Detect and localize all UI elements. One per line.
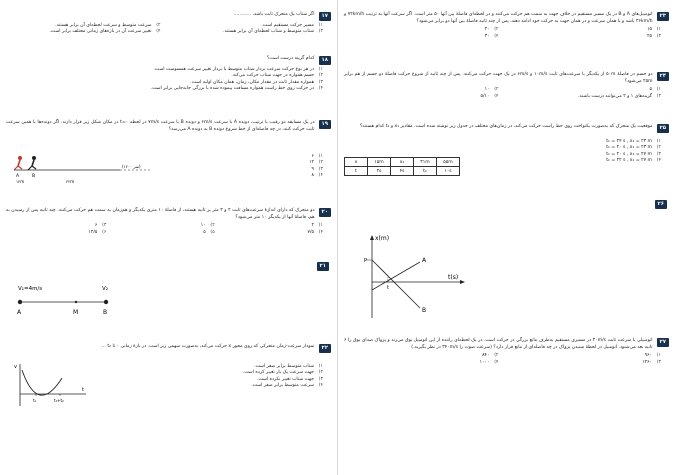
question-stem: دو جسم در فاصلهٔ ۵۰m از یکدیگر با سرعت‌های ثابت ۱۰m/s و ۶m/s در یک جهت حرکت می‌کنند. پس از چند ثانیه از شروع حرکت فاصلهٔ دو جسم از هم برابر ۲۵m می‌شود؟ bbox=[344, 72, 653, 84]
position-time-table bbox=[344, 157, 460, 176]
option[interactable]: ۱) ۲ bbox=[311, 223, 323, 229]
point-label: P bbox=[364, 258, 368, 264]
options bbox=[6, 67, 331, 93]
question-stem: اتومبیل‌های A و B در یک مسیر مستقیم در خلاف جهت به سمت هم حرکت می‌کنند و در لحظه‌ای فاصلهٔ بین آنها ۵۰ متر است. اگر سرعت آنها به ترتیب ۷۲km/h و ۳۶km/h باشد و با همان سرعت و در همان جهت به حرکت خود ادامه دهند، پس از چند ثانیه فاصلهٔ بین آنها دو برابر می‌شود؟ bbox=[344, 12, 653, 24]
finish-label: (۱۲۰۰ متر) bbox=[122, 164, 141, 169]
point-a bbox=[18, 300, 22, 304]
options bbox=[344, 353, 669, 366]
option[interactable]: ۳) گزینه‌های ۱ و ۲ می‌توانند درست باشند. bbox=[578, 93, 661, 99]
question-25 bbox=[344, 124, 669, 176]
question-stem: نمودار سرعت-زمان متحرکی که روی محور x حرکت می‌کند، به‌صورت سهمی زیر است. در بازهٔ زمانی ۰ تا t₂ ... bbox=[101, 344, 315, 349]
question-number: ۱۷ bbox=[319, 12, 331, 21]
point-m bbox=[75, 301, 77, 303]
options bbox=[344, 27, 669, 40]
line-b-label: B bbox=[422, 307, 427, 314]
question-20 bbox=[6, 208, 331, 236]
option[interactable]: ۳) همواره مقدار ثابت در مقدار مکان، زمان، همان مکان اولیه است. bbox=[190, 79, 323, 85]
options bbox=[519, 139, 669, 165]
question-22 bbox=[6, 344, 331, 353]
question-19-options bbox=[190, 152, 331, 180]
option[interactable]: ۳) جهت شتاب تغییر نکرده است. bbox=[257, 376, 323, 382]
question-stem: کدام گزینه درست است؟ bbox=[266, 56, 315, 61]
options bbox=[110, 364, 331, 390]
v2-label: V₂ bbox=[102, 286, 108, 292]
runner-b-icon bbox=[28, 156, 36, 170]
question-stem: دو متحرک که دارای اندازهٔ سرعت‌های ثابت ۲ و ۳ متر بر ثانیه هستند، از فاصلهٔ ۱۰ متری یکدیگر و هم‌زمان به سمت هم حرکت می‌کنند. چند ثانیه پس از رسیدن به هم، فاصلهٔ آنها از یکدیگر ۱۰ متر می‌شود؟ bbox=[6, 208, 315, 220]
option[interactable]: ۳) ۲۵ bbox=[647, 33, 661, 39]
option[interactable]: ۴) تغییر سرعت آن در بازه‌های زمانی مختلف برابر است. bbox=[49, 29, 161, 35]
option[interactable]: ۱) در هر نوع حرکت سرعت بردار شتاب متوسط با بردار تغییر سرعت همسوست است. bbox=[153, 67, 323, 72]
question-number: ۱۹ bbox=[319, 120, 331, 129]
option[interactable]: ۲) سرعت متوسط و سرعت لحظه‌ای آن برابر هستند. bbox=[55, 23, 161, 28]
table-row bbox=[345, 167, 460, 176]
table-cell: t₁ bbox=[414, 167, 437, 176]
question-stem: در یک مسابقه دو رقیب با ترتیب، دونده A با سرعت ۶m/s و دونده B با سرعت ۷m/s در لحظه t=۰ در مکان شکل زیر قرار دارند. اگر دونده‌ها با همین سرعت ثابت حرکت کنند، در چه فاصله‌ای از خط شروع دونده B به دونده A می‌رسد؟ bbox=[6, 120, 315, 132]
runner-a-icon bbox=[14, 156, 22, 170]
x-axis-label: t bbox=[82, 387, 84, 393]
question-17 bbox=[6, 12, 331, 36]
table-cell: ۵۵m bbox=[437, 158, 460, 167]
option[interactable]: ۴) ۵/۱۰ bbox=[480, 93, 499, 99]
question-number: ۲۴ bbox=[657, 72, 669, 81]
option[interactable]: ۲) جسم همواره در جهت شتاب حرکت می‌کند. bbox=[231, 73, 323, 79]
option[interactable]: ۴) سرعت متوسط برابر صفر است. bbox=[251, 383, 323, 389]
option[interactable]: ۲) ۱۲ bbox=[309, 160, 323, 166]
option[interactable]: ۴) ۷/۵ bbox=[307, 229, 323, 235]
option[interactable]: ۳) ۱۲۶۰ bbox=[642, 359, 661, 365]
question-23 bbox=[344, 12, 669, 40]
table-cell: x₁ bbox=[391, 158, 414, 167]
table-cell: x bbox=[345, 158, 368, 167]
option[interactable]: ۵) ۵ bbox=[203, 229, 215, 235]
right-column bbox=[338, 0, 675, 475]
question-18 bbox=[6, 56, 331, 93]
question-number: ۲۳ bbox=[657, 12, 669, 21]
option[interactable]: ۶) ۱۲/۵ bbox=[88, 229, 107, 235]
option[interactable]: ۳) شتاب متوسط و شتاب لحظه‌ای آن برابر هستند. bbox=[223, 29, 323, 35]
question-number: ۲۵ bbox=[657, 124, 669, 133]
option[interactable]: ۱) ۱۵ bbox=[647, 27, 661, 33]
segment-figure bbox=[10, 282, 130, 318]
m-label: M bbox=[73, 309, 79, 316]
option[interactable]: ۲) ۸۴۰ bbox=[482, 353, 499, 359]
options bbox=[6, 223, 331, 236]
question-number: ۲۷ bbox=[657, 338, 669, 347]
option[interactable]: ۴) در حرکت روی خط راست همواره مسافت پیموده شده با بزرگی جابه‌جایی برابر است. bbox=[150, 86, 323, 92]
line-a-label: A bbox=[422, 257, 427, 264]
option[interactable]: ۱) مسیر حرکت مستقیم است. bbox=[261, 23, 323, 28]
option[interactable]: ۲) ۱۰ bbox=[200, 223, 215, 229]
y-axis-label: v bbox=[14, 364, 17, 370]
option[interactable]: ۱) ۶ bbox=[311, 154, 323, 159]
t2-label: t₁+t₂ bbox=[54, 398, 64, 403]
option[interactable]: ۲) t₁ = ۲۰ s , x₁ = ۲۳ m bbox=[606, 145, 661, 151]
question-stem: اگر شتاب یک متحرک ثابت باشد، ............ bbox=[233, 12, 315, 17]
options bbox=[6, 23, 331, 36]
option[interactable]: ۴) ۱۰۰۰ bbox=[479, 359, 499, 365]
question-number: ۱۸ bbox=[319, 56, 331, 65]
parabola-curve bbox=[22, 370, 62, 395]
option[interactable]: ۴) ۳۰ bbox=[484, 33, 499, 39]
question-19 bbox=[6, 120, 331, 133]
question-stem: اتومبیلی با سرعت ثابت ۳۰m/s در مسیری مستقیم به‌طرف مانع بزرگی در حرکت است. در یک لحظه‌ای راننده از این اتومبیل بوق می‌زند و پژواک صدای بوق را ۶ ثانیه بعد می‌شنود. اتومبیل در لحظهٔ شنیدن پژواک در چه فاصله‌ای از مانع قرار دارد؟ (سرعت صوت را ۳۴۰m/s در نظر بگیرید.) bbox=[344, 338, 653, 350]
question-24 bbox=[344, 72, 669, 100]
t1-label: t₁ bbox=[33, 398, 37, 403]
table-cell: ۳۱m bbox=[414, 158, 437, 167]
table-cell: ۱۰s bbox=[437, 167, 460, 176]
v1-label: V₁=4m/s bbox=[18, 286, 43, 292]
option[interactable]: ۱) شتاب متوسط برابر صفر است. bbox=[254, 364, 323, 369]
b-label: B bbox=[103, 309, 108, 316]
line-a bbox=[372, 262, 420, 290]
option[interactable]: ۳) ۶ bbox=[94, 223, 107, 229]
runner-a-label: A bbox=[16, 174, 20, 179]
question-number: ۲۶ bbox=[655, 200, 667, 209]
x-axis-label: t(s) bbox=[448, 274, 459, 281]
options bbox=[344, 87, 669, 100]
question-27 bbox=[344, 338, 669, 366]
time-label: t bbox=[387, 285, 389, 291]
option[interactable]: ۴) t₁ = ۲۲ s , x₁ = ۲۷ m bbox=[606, 158, 661, 164]
question-number: ۲۰ bbox=[319, 208, 331, 217]
track-length-label: ۲۲m bbox=[66, 179, 75, 184]
line-b bbox=[372, 260, 420, 308]
question-number: ۲۲ bbox=[319, 344, 331, 353]
option[interactable]: ۲) ۲۰ bbox=[484, 27, 499, 33]
position-time-graph bbox=[362, 232, 472, 324]
option[interactable]: ۱) t₁ = ۲۴ s , x₁ = ۲۳ m bbox=[606, 139, 661, 144]
option[interactable]: ۲) جهت سرعت یک بار تغییر کرده است. bbox=[242, 370, 323, 376]
question-stem: موقعیت یک متحرک که به‌صورت یکنواخت روی خط راست حرکت می‌کند، در زمان‌های مختلف در جدول زیر نوشته شده است. مقادیر x₁ و t₁ کدام هستند؟ bbox=[359, 124, 653, 129]
runner-b-label: B bbox=[32, 174, 36, 179]
option[interactable]: ۳) ۹ bbox=[311, 166, 323, 172]
question-22-options bbox=[110, 362, 331, 390]
runners-figure bbox=[10, 150, 160, 184]
a-label: A bbox=[17, 309, 22, 316]
y-axis-arrow bbox=[370, 235, 374, 240]
option[interactable]: ۲) ۱۰ bbox=[484, 87, 499, 93]
table-row bbox=[345, 158, 460, 167]
table-cell: ۲s bbox=[368, 167, 391, 176]
option[interactable]: ۱) ۹۶۰ bbox=[644, 353, 661, 359]
gap-label: ۱۲m bbox=[16, 179, 25, 184]
table-cell: ۴s bbox=[391, 167, 414, 176]
option[interactable]: ۱) ۵ bbox=[649, 87, 661, 93]
velocity-time-graph bbox=[12, 360, 92, 410]
table-cell: ۱۵m bbox=[368, 158, 391, 167]
x-axis-arrow bbox=[460, 280, 465, 284]
point-b bbox=[104, 300, 108, 304]
table-cell: t bbox=[345, 167, 368, 176]
option[interactable]: ۳) t₁ = ۲۰ s , x₁ = ۲۷ m bbox=[606, 151, 661, 157]
options bbox=[190, 154, 331, 180]
option[interactable]: ۴) ۸ bbox=[311, 173, 323, 179]
question-number: ۲۱ bbox=[317, 262, 329, 271]
y-axis-label: x(m) bbox=[375, 235, 390, 242]
